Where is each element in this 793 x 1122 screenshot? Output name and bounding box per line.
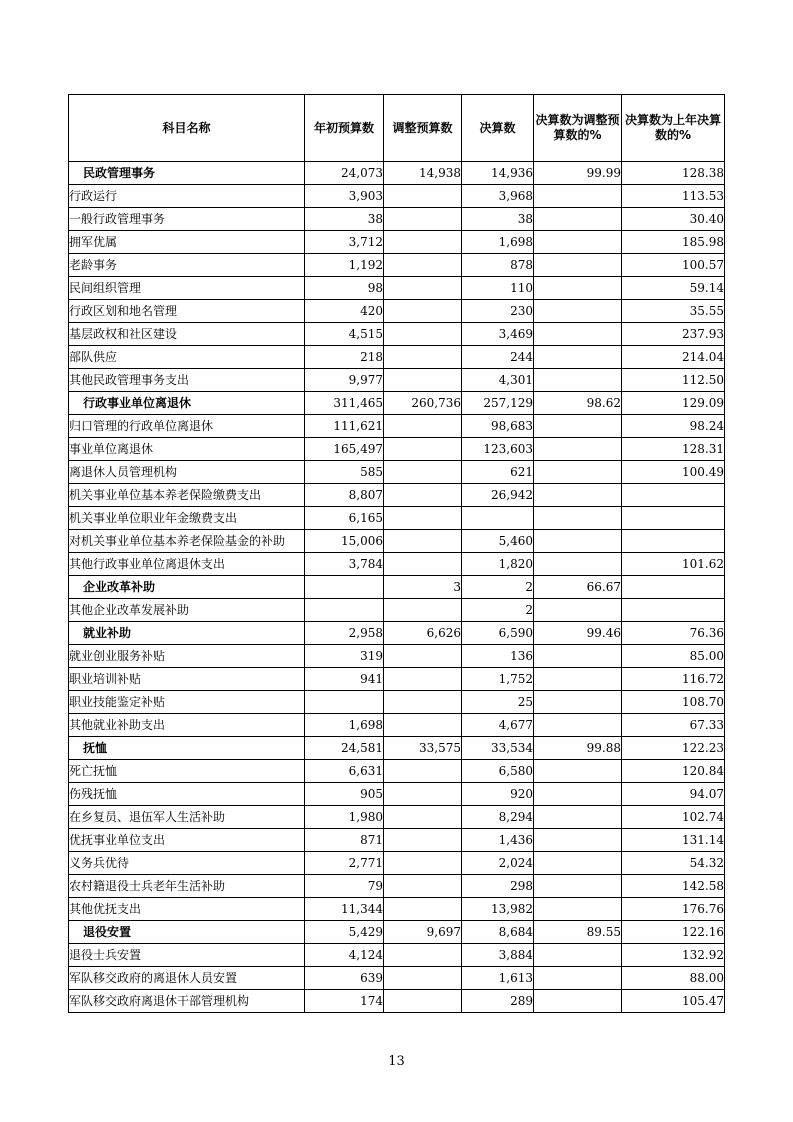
- table-row: [69, 645, 725, 668]
- cell-final-account: 13,982: [462, 898, 534, 921]
- table-row: [69, 599, 725, 622]
- cell-pct-of-adjusted: 89.55: [534, 921, 622, 944]
- cell-pct-of-last-year: 120.84: [622, 760, 725, 783]
- table-row: [69, 438, 725, 461]
- cell-initial-budget: 2,958: [305, 622, 384, 645]
- cell-adjusted-budget: 3: [384, 576, 462, 599]
- cell-subject-name: 就业补助: [69, 622, 305, 645]
- cell-pct-of-last-year: 112.50: [622, 369, 725, 392]
- table-row: [69, 277, 725, 300]
- cell-adjusted-budget: [384, 806, 462, 829]
- cell-pct-of-adjusted: [534, 990, 622, 1013]
- table-row: [69, 231, 725, 254]
- cell-pct-of-adjusted: [534, 875, 622, 898]
- cell-pct-of-last-year: 88.00: [622, 967, 725, 990]
- cell-pct-of-adjusted: [534, 231, 622, 254]
- cell-subject-name: 一般行政管理事务: [69, 208, 305, 231]
- cell-final-account: 1,698: [462, 231, 534, 254]
- category-row: [69, 392, 725, 415]
- cell-pct-of-last-year: 54.32: [622, 852, 725, 875]
- cell-adjusted-budget: [384, 484, 462, 507]
- cell-subject-name: 退役安置: [69, 921, 305, 944]
- table-row: [69, 484, 725, 507]
- cell-initial-budget: 585: [305, 461, 384, 484]
- cell-subject-name: 其他民政管理事务支出: [69, 369, 305, 392]
- cell-final-account: 98,683: [462, 415, 534, 438]
- category-row: [69, 162, 725, 185]
- cell-adjusted-budget: [384, 668, 462, 691]
- cell-pct-of-adjusted: [534, 967, 622, 990]
- cell-adjusted-budget: [384, 323, 462, 346]
- cell-pct-of-last-year: 131.14: [622, 829, 725, 852]
- table-row: [69, 208, 725, 231]
- cell-final-account: [462, 507, 534, 530]
- header-adjusted-budget: 调整预算数: [384, 95, 462, 162]
- cell-pct-of-last-year: [622, 599, 725, 622]
- cell-subject-name: 军队移交政府离退休干部管理机构: [69, 990, 305, 1013]
- cell-initial-budget: 941: [305, 668, 384, 691]
- cell-initial-budget: 311,465: [305, 392, 384, 415]
- cell-pct-of-adjusted: 66.67: [534, 576, 622, 599]
- cell-final-account: 136: [462, 645, 534, 668]
- cell-pct-of-adjusted: [534, 898, 622, 921]
- cell-final-account: 3,469: [462, 323, 534, 346]
- cell-subject-name: 老龄事务: [69, 254, 305, 277]
- table-row: [69, 967, 725, 990]
- cell-pct-of-last-year: 85.00: [622, 645, 725, 668]
- cell-adjusted-budget: [384, 530, 462, 553]
- cell-adjusted-budget: [384, 185, 462, 208]
- cell-adjusted-budget: 33,575: [384, 737, 462, 760]
- cell-initial-budget: 6,631: [305, 760, 384, 783]
- cell-final-account: 878: [462, 254, 534, 277]
- cell-subject-name: 职业技能鉴定补贴: [69, 691, 305, 714]
- cell-subject-name: 其他企业改革发展补助: [69, 599, 305, 622]
- cell-pct-of-last-year: 35.55: [622, 300, 725, 323]
- cell-pct-of-adjusted: [534, 346, 622, 369]
- cell-subject-name: 行政运行: [69, 185, 305, 208]
- cell-initial-budget: 165,497: [305, 438, 384, 461]
- table-row: [69, 691, 725, 714]
- cell-initial-budget: 8,807: [305, 484, 384, 507]
- table-row: [69, 829, 725, 852]
- cell-pct-of-last-year: 76.36: [622, 622, 725, 645]
- cell-adjusted-budget: [384, 461, 462, 484]
- cell-pct-of-adjusted: [534, 277, 622, 300]
- cell-initial-budget: 218: [305, 346, 384, 369]
- header-subject-name: 科目名称: [69, 95, 305, 162]
- cell-adjusted-budget: [384, 714, 462, 737]
- cell-pct-of-last-year: [622, 507, 725, 530]
- cell-pct-of-last-year: 116.72: [622, 668, 725, 691]
- cell-pct-of-adjusted: [534, 484, 622, 507]
- cell-adjusted-budget: [384, 277, 462, 300]
- cell-pct-of-last-year: 185.98: [622, 231, 725, 254]
- cell-initial-budget: 11,344: [305, 898, 384, 921]
- cell-pct-of-last-year: 132.92: [622, 944, 725, 967]
- cell-initial-budget: 4,124: [305, 944, 384, 967]
- cell-pct-of-last-year: [622, 484, 725, 507]
- cell-pct-of-adjusted: [534, 208, 622, 231]
- cell-pct-of-adjusted: [534, 323, 622, 346]
- cell-subject-name: 部队供应: [69, 346, 305, 369]
- cell-final-account: 14,936: [462, 162, 534, 185]
- cell-initial-budget: 3,784: [305, 553, 384, 576]
- cell-final-account: 123,603: [462, 438, 534, 461]
- cell-pct-of-adjusted: [534, 185, 622, 208]
- cell-pct-of-adjusted: 99.88: [534, 737, 622, 760]
- cell-pct-of-last-year: 98.24: [622, 415, 725, 438]
- cell-final-account: 3,884: [462, 944, 534, 967]
- cell-pct-of-adjusted: [534, 668, 622, 691]
- cell-adjusted-budget: 260,736: [384, 392, 462, 415]
- cell-initial-budget: [305, 576, 384, 599]
- cell-initial-budget: 871: [305, 829, 384, 852]
- cell-pct-of-adjusted: [534, 599, 622, 622]
- cell-pct-of-adjusted: [534, 783, 622, 806]
- cell-pct-of-last-year: 101.62: [622, 553, 725, 576]
- cell-subject-name: 机关事业单位职业年金缴费支出: [69, 507, 305, 530]
- cell-pct-of-last-year: 105.47: [622, 990, 725, 1013]
- table-row: [69, 507, 725, 530]
- cell-adjusted-budget: [384, 898, 462, 921]
- cell-pct-of-last-year: 176.76: [622, 898, 725, 921]
- cell-subject-name: 义务兵优待: [69, 852, 305, 875]
- cell-final-account: 3,968: [462, 185, 534, 208]
- cell-pct-of-adjusted: [534, 829, 622, 852]
- cell-initial-budget: 5,429: [305, 921, 384, 944]
- cell-pct-of-adjusted: [534, 852, 622, 875]
- cell-final-account: 38: [462, 208, 534, 231]
- cell-adjusted-budget: [384, 645, 462, 668]
- cell-final-account: 257,129: [462, 392, 534, 415]
- cell-pct-of-last-year: 128.38: [622, 162, 725, 185]
- cell-final-account: 26,942: [462, 484, 534, 507]
- cell-pct-of-last-year: 113.53: [622, 185, 725, 208]
- cell-final-account: 244: [462, 346, 534, 369]
- cell-initial-budget: 1,980: [305, 806, 384, 829]
- cell-adjusted-budget: [384, 507, 462, 530]
- cell-initial-budget: 3,712: [305, 231, 384, 254]
- cell-initial-budget: 111,621: [305, 415, 384, 438]
- table-row: [69, 806, 725, 829]
- cell-adjusted-budget: [384, 369, 462, 392]
- cell-final-account: 5,460: [462, 530, 534, 553]
- cell-adjusted-budget: 14,938: [384, 162, 462, 185]
- cell-adjusted-budget: [384, 760, 462, 783]
- cell-initial-budget: 79: [305, 875, 384, 898]
- cell-pct-of-last-year: 108.70: [622, 691, 725, 714]
- cell-initial-budget: 98: [305, 277, 384, 300]
- page-number: 13: [388, 1054, 405, 1069]
- cell-pct-of-last-year: [622, 530, 725, 553]
- cell-adjusted-budget: [384, 829, 462, 852]
- cell-final-account: 25: [462, 691, 534, 714]
- cell-final-account: 2: [462, 599, 534, 622]
- table-row: [69, 530, 725, 553]
- cell-initial-budget: [305, 691, 384, 714]
- cell-pct-of-adjusted: [534, 530, 622, 553]
- cell-final-account: 1,752: [462, 668, 534, 691]
- cell-initial-budget: 420: [305, 300, 384, 323]
- table-row: [69, 553, 725, 576]
- cell-initial-budget: 24,073: [305, 162, 384, 185]
- table-row: [69, 714, 725, 737]
- cell-initial-budget: 905: [305, 783, 384, 806]
- cell-pct-of-adjusted: [534, 415, 622, 438]
- cell-initial-budget: 2,771: [305, 852, 384, 875]
- cell-adjusted-budget: [384, 599, 462, 622]
- table-row: [69, 783, 725, 806]
- budget-table: [68, 94, 725, 1013]
- cell-pct-of-adjusted: [534, 645, 622, 668]
- category-row: [69, 921, 725, 944]
- header-final-account: 决算数: [462, 95, 534, 162]
- cell-pct-of-adjusted: [534, 300, 622, 323]
- cell-subject-name: 民政管理事务: [69, 162, 305, 185]
- cell-pct-of-last-year: [622, 576, 725, 599]
- cell-pct-of-adjusted: [534, 691, 622, 714]
- cell-initial-budget: 24,581: [305, 737, 384, 760]
- cell-adjusted-budget: [384, 254, 462, 277]
- cell-pct-of-last-year: 237.93: [622, 323, 725, 346]
- cell-pct-of-adjusted: [534, 806, 622, 829]
- cell-initial-budget: 3,903: [305, 185, 384, 208]
- cell-pct-of-adjusted: [534, 714, 622, 737]
- cell-adjusted-budget: 9,697: [384, 921, 462, 944]
- cell-subject-name: 死亡抚恤: [69, 760, 305, 783]
- cell-subject-name: 企业改革补助: [69, 576, 305, 599]
- cell-pct-of-last-year: 122.23: [622, 737, 725, 760]
- cell-adjusted-budget: [384, 875, 462, 898]
- cell-pct-of-adjusted: [534, 254, 622, 277]
- category-row: [69, 576, 725, 599]
- cell-subject-name: 机关事业单位基本养老保险缴费支出: [69, 484, 305, 507]
- cell-pct-of-adjusted: [534, 438, 622, 461]
- cell-final-account: 2,024: [462, 852, 534, 875]
- cell-subject-name: 对机关事业单位基本养老保险基金的补助: [69, 530, 305, 553]
- table-row: [69, 369, 725, 392]
- cell-final-account: 1,436: [462, 829, 534, 852]
- cell-subject-name: 行政区划和地名管理: [69, 300, 305, 323]
- cell-adjusted-budget: [384, 852, 462, 875]
- cell-final-account: 8,294: [462, 806, 534, 829]
- cell-subject-name: 退役士兵安置: [69, 944, 305, 967]
- cell-subject-name: 农村籍退役士兵老年生活补助: [69, 875, 305, 898]
- header-initial-budget: 年初预算数: [305, 95, 384, 162]
- cell-subject-name: 在乡复员、退伍军人生活补助: [69, 806, 305, 829]
- table-row: [69, 668, 725, 691]
- cell-initial-budget: 1,698: [305, 714, 384, 737]
- cell-final-account: 230: [462, 300, 534, 323]
- cell-pct-of-adjusted: [534, 369, 622, 392]
- cell-final-account: 110: [462, 277, 534, 300]
- header-pct-of-last-year: 决算数为上年决算数的%: [622, 95, 725, 162]
- cell-subject-name: 军队移交政府的离退休人员安置: [69, 967, 305, 990]
- table-row: [69, 185, 725, 208]
- cell-pct-of-last-year: 100.49: [622, 461, 725, 484]
- cell-adjusted-budget: [384, 415, 462, 438]
- cell-adjusted-budget: 6,626: [384, 622, 462, 645]
- table-row: [69, 898, 725, 921]
- category-row: [69, 737, 725, 760]
- table-row: [69, 852, 725, 875]
- cell-adjusted-budget: [384, 346, 462, 369]
- cell-final-account: 4,301: [462, 369, 534, 392]
- cell-pct-of-last-year: 122.16: [622, 921, 725, 944]
- cell-adjusted-budget: [384, 944, 462, 967]
- cell-initial-budget: 4,515: [305, 323, 384, 346]
- cell-adjusted-budget: [384, 691, 462, 714]
- cell-subject-name: 其他行政事业单位离退休支出: [69, 553, 305, 576]
- cell-initial-budget: 38: [305, 208, 384, 231]
- cell-subject-name: 其他优抚支出: [69, 898, 305, 921]
- cell-final-account: 298: [462, 875, 534, 898]
- cell-subject-name: 优抚事业单位支出: [69, 829, 305, 852]
- table-row: [69, 323, 725, 346]
- cell-initial-budget: 174: [305, 990, 384, 1013]
- cell-pct-of-last-year: 59.14: [622, 277, 725, 300]
- cell-adjusted-budget: [384, 438, 462, 461]
- cell-adjusted-budget: [384, 967, 462, 990]
- cell-final-account: 6,590: [462, 622, 534, 645]
- table-row: [69, 415, 725, 438]
- cell-pct-of-last-year: 67.33: [622, 714, 725, 737]
- cell-final-account: 1,820: [462, 553, 534, 576]
- cell-subject-name: 事业单位离退休: [69, 438, 305, 461]
- cell-initial-budget: 1,192: [305, 254, 384, 277]
- table-row: [69, 944, 725, 967]
- header-pct-of-adjusted: 决算数为调整预算数的%: [534, 95, 622, 162]
- cell-pct-of-last-year: 129.09: [622, 392, 725, 415]
- table-row: [69, 875, 725, 898]
- cell-subject-name: 其他就业补助支出: [69, 714, 305, 737]
- cell-subject-name: 基层政权和社区建设: [69, 323, 305, 346]
- cell-pct-of-adjusted: 99.46: [534, 622, 622, 645]
- cell-final-account: 920: [462, 783, 534, 806]
- table-row: [69, 254, 725, 277]
- cell-final-account: 289: [462, 990, 534, 1013]
- cell-pct-of-last-year: 94.07: [622, 783, 725, 806]
- cell-pct-of-adjusted: [534, 507, 622, 530]
- cell-final-account: 6,580: [462, 760, 534, 783]
- cell-adjusted-budget: [384, 231, 462, 254]
- cell-final-account: 1,613: [462, 967, 534, 990]
- cell-final-account: 621: [462, 461, 534, 484]
- cell-final-account: 2: [462, 576, 534, 599]
- cell-adjusted-budget: [384, 783, 462, 806]
- cell-initial-budget: [305, 599, 384, 622]
- cell-subject-name: 就业创业服务补贴: [69, 645, 305, 668]
- cell-pct-of-last-year: 128.31: [622, 438, 725, 461]
- cell-adjusted-budget: [384, 208, 462, 231]
- cell-subject-name: 行政事业单位离退休: [69, 392, 305, 415]
- table-header-row: [69, 95, 725, 162]
- cell-final-account: 8,684: [462, 921, 534, 944]
- cell-pct-of-last-year: 142.58: [622, 875, 725, 898]
- cell-final-account: 4,677: [462, 714, 534, 737]
- cell-subject-name: 拥军优属: [69, 231, 305, 254]
- cell-initial-budget: 6,165: [305, 507, 384, 530]
- table-row: [69, 990, 725, 1013]
- cell-pct-of-adjusted: [534, 944, 622, 967]
- cell-adjusted-budget: [384, 990, 462, 1013]
- cell-adjusted-budget: [384, 300, 462, 323]
- table-row: [69, 760, 725, 783]
- cell-pct-of-adjusted: 98.62: [534, 392, 622, 415]
- cell-pct-of-last-year: 100.57: [622, 254, 725, 277]
- cell-subject-name: 伤残抚恤: [69, 783, 305, 806]
- cell-pct-of-adjusted: 99.99: [534, 162, 622, 185]
- cell-subject-name: 民间组织管理: [69, 277, 305, 300]
- cell-pct-of-adjusted: [534, 461, 622, 484]
- cell-initial-budget: 15,006: [305, 530, 384, 553]
- category-row: [69, 622, 725, 645]
- cell-pct-of-last-year: 102.74: [622, 806, 725, 829]
- table-body: [69, 162, 725, 1013]
- cell-initial-budget: 319: [305, 645, 384, 668]
- cell-initial-budget: 9,977: [305, 369, 384, 392]
- cell-initial-budget: 639: [305, 967, 384, 990]
- cell-final-account: 33,534: [462, 737, 534, 760]
- cell-subject-name: 抚恤: [69, 737, 305, 760]
- cell-pct-of-last-year: 30.40: [622, 208, 725, 231]
- table-row: [69, 346, 725, 369]
- table-row: [69, 300, 725, 323]
- cell-adjusted-budget: [384, 553, 462, 576]
- table-row: [69, 461, 725, 484]
- cell-subject-name: 归口管理的行政单位离退休: [69, 415, 305, 438]
- cell-pct-of-adjusted: [534, 553, 622, 576]
- cell-pct-of-last-year: 214.04: [622, 346, 725, 369]
- cell-subject-name: 离退休人员管理机构: [69, 461, 305, 484]
- cell-pct-of-adjusted: [534, 760, 622, 783]
- cell-subject-name: 职业培训补贴: [69, 668, 305, 691]
